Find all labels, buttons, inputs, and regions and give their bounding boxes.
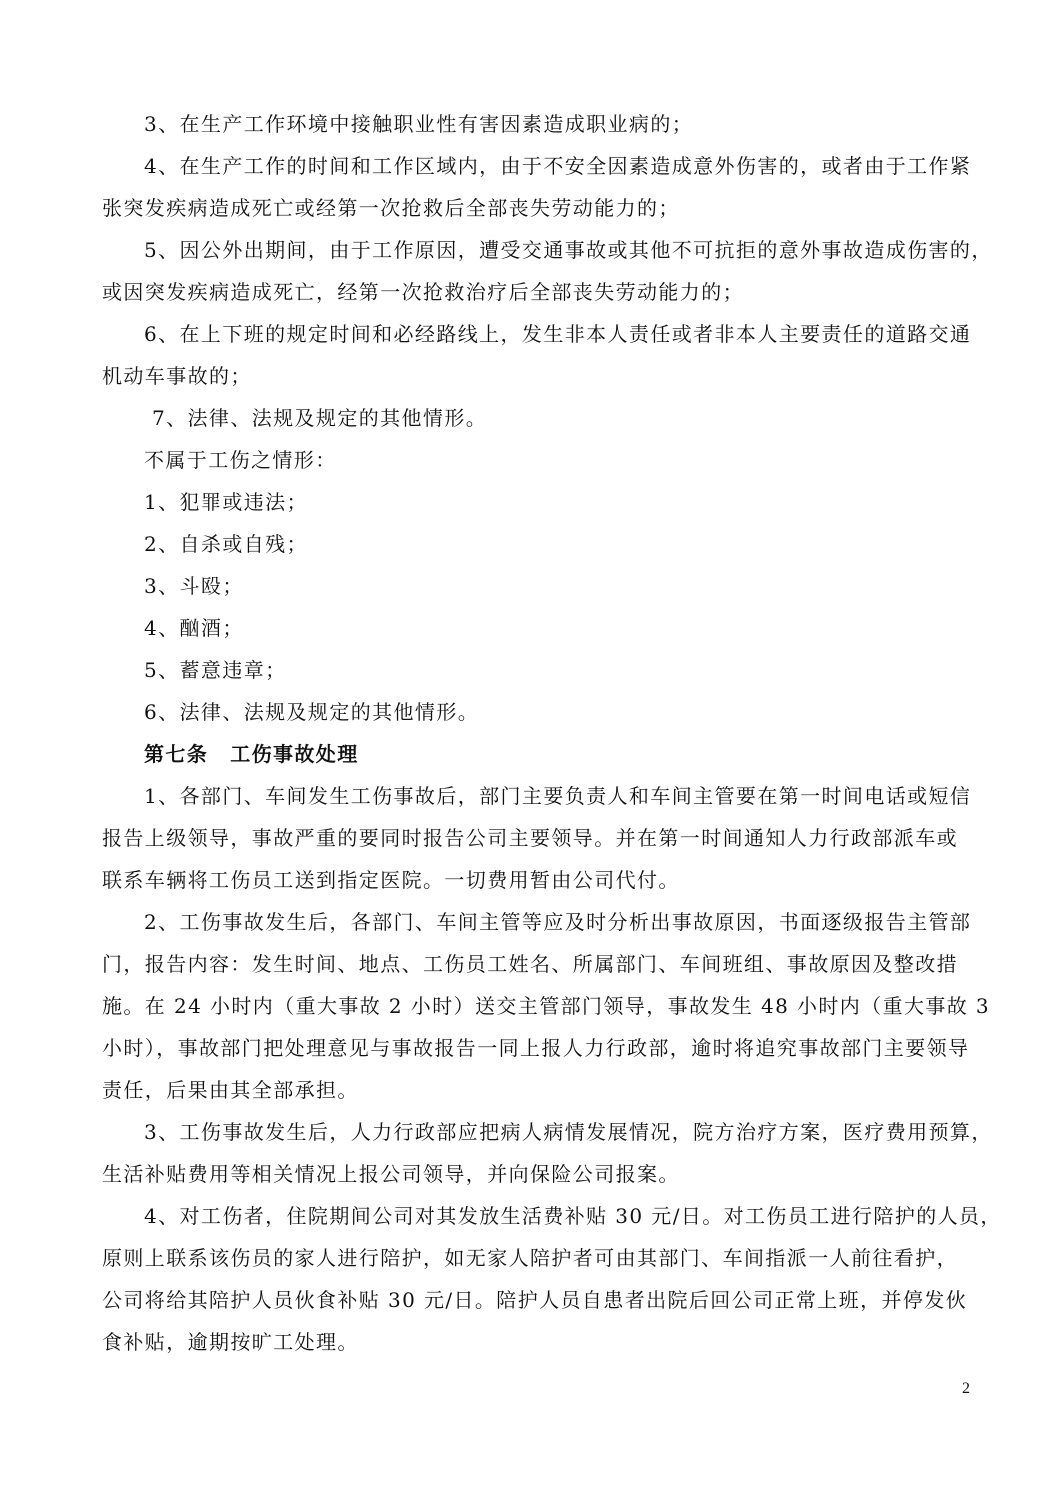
paragraph-line: 联系车辆将工伤员工送到指定医院。一切费用暂由公司代付。	[102, 868, 680, 892]
list-item: 7、法律、法规及规定的其他情形。	[152, 406, 488, 430]
paragraph-line: 原则上联系该伤员的家人进行陪护，如无家人陪护者可由其部门、车间指派一人前往看护，	[102, 1246, 958, 1270]
paragraph-line: 生活补贴费用等相关情况上报公司领导，并向保险公司报案。	[102, 1162, 680, 1186]
paragraph-line: 1、各部门、车间发生工伤事故后，部门主要负责人和车间主管要在第一时间电话或短信	[144, 784, 972, 808]
paragraph-line: 门，报告内容：发生时间、地点、工伤员工姓名、所属部门、车间班组、事故原因及整改措	[102, 952, 958, 976]
paragraph-line: 3、工伤事故发生后，人力行政部应把病人病情发展情况，院方治疗方案，医疗费用预算，	[144, 1120, 993, 1144]
list-item: 6、法律、法规及规定的其他情形。	[144, 700, 480, 724]
list-item: 6、在上下班的规定时间和必经路线上，发生非本人责任或者非本人主要责任的道路交通	[144, 322, 972, 346]
paragraph-line: 公司将给其陪护人员伙食补贴 30 元/日。陪护人员自患者出院后回公司正常上班，并停发伙	[102, 1288, 968, 1312]
list-item-continuation: 张突发疾病造成死亡或经第一次抢救后全部丧失劳动能力的；	[102, 196, 680, 220]
section-heading	[102, 733, 960, 775]
subsection-label: 不属于工伤之情形：	[144, 448, 337, 472]
paragraph-line: 责任，后果由其全部承担。	[102, 1078, 359, 1102]
list-item-continuation: 或因突发疾病造成死亡，经第一次抢救治疗后全部丧失劳动能力的；	[102, 280, 744, 304]
list-item: 2、自杀或自残；	[144, 532, 308, 556]
paragraph-line: 4、对工伤者，住院期间公司对其发放生活费补贴 30 元/日。对工伤员工进行陪护的人员，	[144, 1204, 1002, 1228]
paragraph-line: 食补贴，逾期按旷工处理。	[102, 1330, 359, 1354]
paragraph-line: 报告上级领导，事故严重的要同时报告公司主要领导。并在第一时间通知人力行政部派车或	[102, 826, 958, 850]
list-item: 4、酗酒；	[144, 616, 244, 640]
document-body	[102, 103, 1002, 1363]
section-title: 工伤事故处理	[230, 742, 359, 766]
list-item: 1、犯罪或违法；	[144, 490, 308, 514]
list-item: 3、斗殴；	[144, 574, 244, 598]
list-item: 3、在生产工作环境中接触职业性有害因素造成职业病的；	[144, 112, 694, 136]
page-number: 2	[962, 1380, 970, 1397]
list-item: 5、蓄意违章；	[144, 658, 287, 682]
section-number: 第七条	[144, 742, 209, 766]
list-item: 4、在生产工作的时间和工作区域内，由于不安全因素造成意外伤害的，或者由于工作紧	[144, 154, 972, 178]
paragraph-line: 2、工伤事故发生后，各部门、车间主管等应及时分析出事故原因，书面逐级报告主管部	[144, 910, 972, 934]
list-item: 5、因公外出期间，由于工作原因，遭受交通事故或其他不可抗拒的意外事故造成伤害的，	[144, 238, 993, 262]
paragraph-line: 施。在 24 小时内（重大事故 2 小时）送交主管部门领导，事故发生 48 小时内（重大事故 3	[102, 994, 991, 1018]
list-item-continuation: 机动车事故的；	[102, 364, 252, 388]
paragraph-line: 小时），事故部门把处理意见与事故报告一同上报人力行政部，逾时将追究事故部门主要领导	[102, 1036, 970, 1060]
